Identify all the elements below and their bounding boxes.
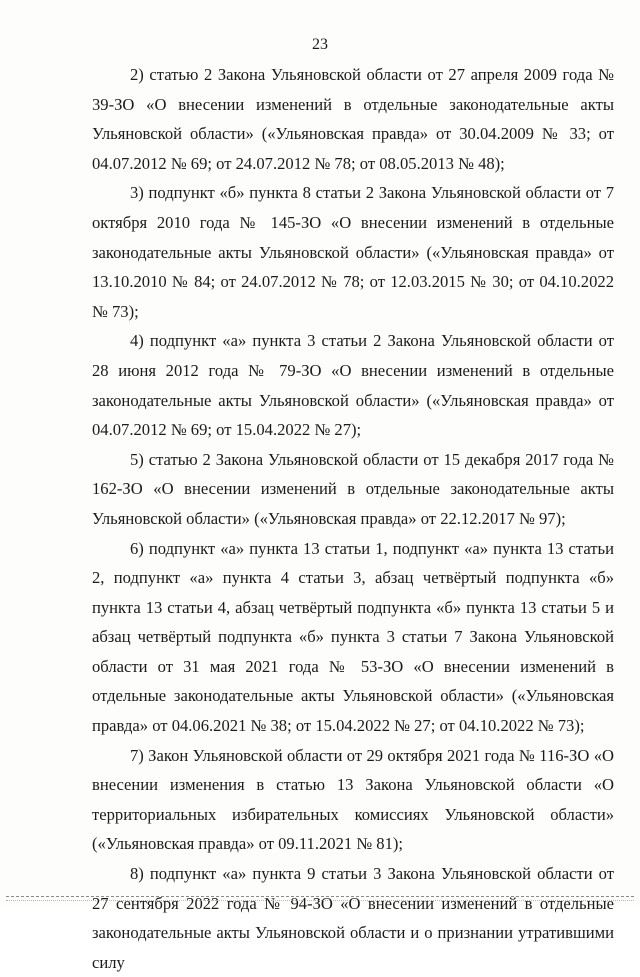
document-body	[92, 60, 614, 977]
list-item-3: 3) подпункт «б» пункта 8 статьи 2 Закона Ульяновской области от 7 октября 2010 года № 145-ЗО «О внесении изменений в отдельные законодательные акты Ульяновской области» («Ульяновская правда» от 13.10.2010 № 84; от 24.07.2012 № 78; от 12.03.2015 № 30; от 04.10.2022 № 73);	[92, 183, 614, 321]
list-item-7: 7) Закон Ульяновской области от 29 октября 2021 года № 116-ЗО «О внесении изменения в статью 13 Закона Ульяновской области «О территориальных избирательных комиссиях Ульяновской области» («Ульяновская правда» от 09.11.2021 № 81);	[92, 745, 614, 854]
list-item-8: 8) подпункт «а» пункта 9 статьи 3 Закона Ульяновской области от 27 сентября 2022 года № 94-ЗО «О внесении изменений в отдельные законодательные акты Ульяновской области и о признании утратившими силу	[92, 864, 614, 972]
page-number: 23	[312, 36, 328, 53]
list-item-5: 5) статью 2 Закона Ульяновской области от 15 декабря 2017 года № 162-ЗО «О внесении изменений в отдельные законодательные акты Ульяновской области» («Ульяновская правда» от 22.12.2017 № 97);	[92, 449, 614, 528]
page-bottom-scan-line	[6, 896, 634, 901]
list-item-2: 2) статью 2 Закона Ульяновской области от 27 апреля 2009 года № 39-ЗО «О внесении изменений в отдельные законодательные акты Ульяновской области» («Ульяновская правда» от 30.04.2009 № 33; от 04.07.2012 № 69; от 24.07.2012 № 78; от 08.05.2013 № 48);	[92, 65, 614, 173]
list-item-6: 6) подпункт «а» пункта 13 статьи 1, подпункт «а» пункта 13 статьи 2, подпункт «а» пункта 4 статьи 3, абзац четвёртый подпункта «б» пункта 13 статьи 4, абзац четвёртый подпункта «б» пункта 13 статьи 5 и абзац четвёртый подпункта «б» пункта 3 статьи 7 Закона Ульяновской области от 31 мая 2021 года № 53-ЗО «О внесении изменений в отдельные законодательные акты Ульяновской области» («Ульяновская правда» от 04.06.2021 № 38; от 15.04.2022 № 27; от 04.10.2022 № 73);	[92, 538, 614, 736]
list-item-4: 4) подпункт «а» пункта 3 статьи 2 Закона Ульяновской области от 28 июня 2012 года № 79-ЗО «О внесении изменений в отдельные законодательные акты Ульяновской области» («Ульяновская правда» от 04.07.2012 № 69; от 15.04.2022 № 27);	[92, 331, 614, 440]
